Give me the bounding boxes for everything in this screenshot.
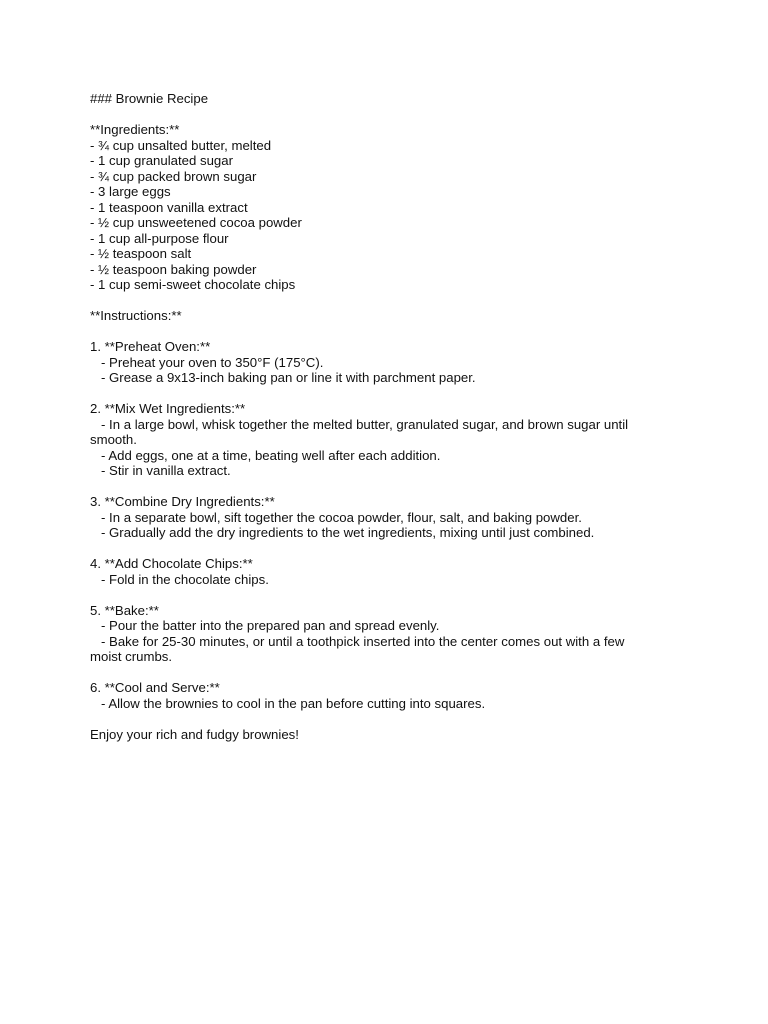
ingredient-item: - ½ cup unsweetened cocoa powder (90, 215, 302, 230)
ingredient-item: - ½ teaspoon baking powder (90, 261, 257, 277)
step-line: - Preheat your oven to 350°F (175°C). (90, 354, 324, 370)
spacer (90, 711, 680, 727)
step-title: 2. **Mix Wet Ingredients:** (90, 401, 246, 416)
step-title: 5. **Bake:** (90, 602, 159, 618)
step-line: - In a large bowl, whisk together the melted butter, granulated sugar, and brown sugar until (90, 416, 629, 432)
ingredient-item: - 1 cup granulated sugar (90, 153, 233, 168)
ingredient-item: - 1 teaspoon vanilla extract (90, 199, 248, 215)
instructions-heading: **Instructions:** (90, 308, 182, 323)
spacer (90, 541, 680, 557)
step-line: moist crumbs. (90, 649, 173, 664)
ingredient-item: - ¾ cup unsalted butter, melted (90, 137, 272, 153)
step-line: - In a separate bowl, sift together the cocoa powder, flour, salt, and baking powder. (90, 509, 582, 525)
step-title: 1. **Preheat Oven:** (90, 339, 211, 354)
spacer (90, 587, 680, 603)
step-line: - Allow the brownies to cool in the pan before cutting into squares. (90, 695, 486, 711)
step-line: - Gradually add the dry ingredients to the wet ingredients, mixing until just combined. (90, 525, 595, 540)
spacer (90, 665, 680, 681)
step-line: - Bake for 25-30 minutes, or until a toothpick inserted into the center comes out with a few (90, 633, 625, 649)
step-line: - Stir in vanilla extract. (90, 463, 231, 478)
step-line: - Grease a 9x13-inch baking pan or line it with parchment paper. (90, 370, 476, 385)
closing-line: Enjoy your rich and fudgy brownies! (90, 726, 299, 742)
spacer (90, 293, 680, 309)
step-title: 3. **Combine Dry Ingredients:** (90, 494, 275, 509)
step-title: 6. **Cool and Serve:** (90, 680, 220, 695)
spacer (90, 479, 680, 495)
step-title: 4. **Add Chocolate Chips:** (90, 556, 253, 571)
ingredient-item: - ¾ cup packed brown sugar (90, 168, 257, 184)
recipe-document (90, 91, 680, 742)
ingredient-item: - ½ teaspoon salt (90, 246, 192, 261)
spacer (90, 107, 680, 123)
step-line: - Pour the batter into the prepared pan and spread evenly. (90, 618, 440, 633)
ingredient-item: - 1 cup all-purpose flour (90, 230, 229, 246)
spacer (90, 324, 680, 340)
ingredient-item: - 1 cup semi-sweet chocolate chips (90, 277, 296, 292)
step-line: - Fold in the chocolate chips. (90, 571, 269, 587)
step-line: - Add eggs, one at a time, beating well after each addition. (90, 447, 441, 463)
recipe-heading: ### Brownie Recipe (90, 91, 209, 106)
step-line: smooth. (90, 432, 137, 447)
spacer (90, 386, 680, 402)
ingredients-heading: **Ingredients:** (90, 122, 180, 137)
ingredient-item: - 3 large eggs (90, 184, 171, 199)
